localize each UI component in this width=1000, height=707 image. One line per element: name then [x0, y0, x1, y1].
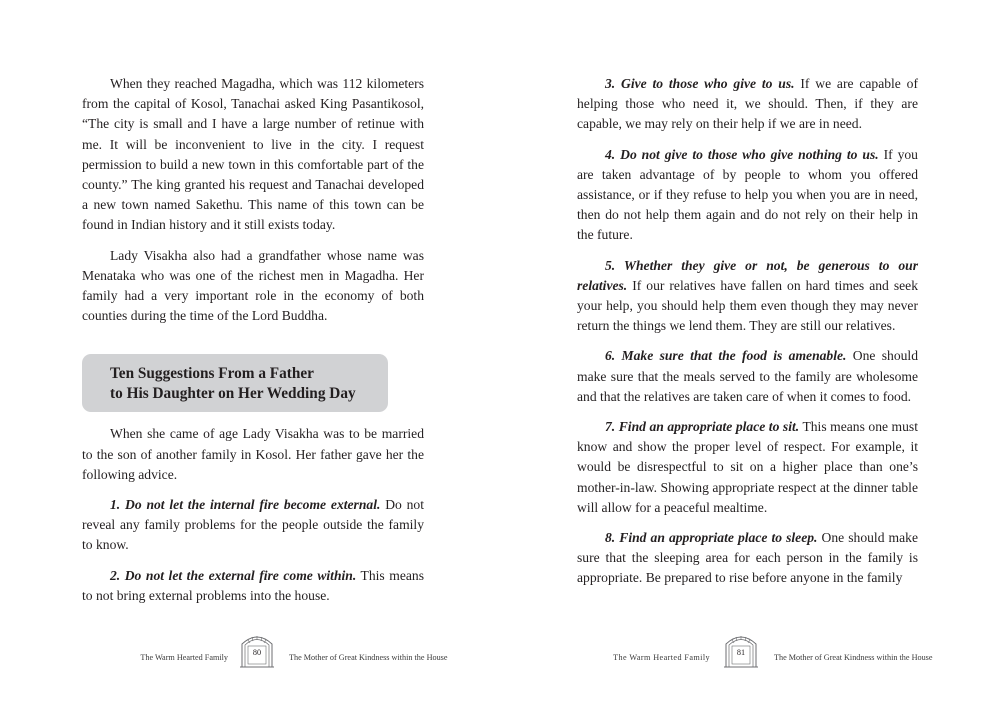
section-heading-line1: Ten Suggestions From a Father [110, 365, 314, 383]
suggestion-2-title: 2. Do not let the external fire come within. [110, 567, 357, 583]
suggestion-3-title: 3. Give to those who give to us. [605, 76, 795, 91]
section-heading-line2: to His Daughter on Her Wedding Day [110, 385, 356, 403]
suggestion-5 [577, 256, 918, 337]
suggestion-1-body: Do not reveal any family problems for the people outside the family to know. [82, 497, 424, 553]
right-footer [500, 630, 1000, 670]
footer-chapter-title: The Mother of Great Kindness within the House [289, 653, 448, 662]
suggestion-2-body: This means to not bring external problems into the house. [82, 567, 424, 603]
suggestion-6-body: One should make sure that the meals served to the family are wholesome and that the relatives are taken care of when it comes to food. [577, 348, 919, 404]
suggestion-1-title: 1. Do not let the internal fire become external. [110, 497, 381, 513]
suggestion-6 [577, 346, 918, 407]
suggestion-1 [82, 495, 424, 556]
paragraph-grandfather: Lady Visakha also had a grandfather whose name was Menataka who was one of the richest men in Magadha. Her family had a very important role in the economy of both counties during the time of the Lord Buddha. [82, 247, 424, 324]
paragraph-magadha: When they reached Magadha, which was 112 kilometers from the capital of Kosol, Tanachai asked King Pasantikosol, “The city is small and I have a large number of retinue with me. It will be inconvenient to live in the city. I request permission to build a new town in this comfortable part of the county.” The king granted his request and Tanachai developed a new town named Sakethu. This name of this town can be found in Indian history and it still exists today. [82, 76, 424, 233]
left-footer [0, 630, 500, 670]
page-number: 81 [736, 648, 746, 657]
suggestion-8 [577, 528, 918, 589]
section-heading [82, 354, 388, 412]
suggestion-5-title: 5. Whether they give or not, be generous to our relatives. [577, 257, 918, 293]
right-page-text [577, 74, 918, 599]
suggestion-2 [82, 566, 424, 606]
suggestion-8-body: One should make sure that the sleeping area for each person in the family is appropriate. Be prepared to rise before anyone in the family [577, 530, 918, 586]
suggestion-4 [577, 145, 918, 246]
footer-book-title: The Warm Hearted Family [140, 653, 228, 662]
left-page-text [82, 74, 424, 616]
suggestion-3-body: If we are capable of helping those who need it, we should. Then, if they are capable, we may rely on their help if we are in need. [577, 76, 918, 132]
suggestion-5-body: If our relatives have fallen on hard times and seek your help, you should help them even though they may never return the things we lend them. They are still our relatives. [577, 277, 918, 334]
suggestion-4-title: 4. Do not give to those who give nothing to us. [605, 146, 879, 162]
suggestion-7-title: 7. Find an appropriate place to sit. [605, 419, 800, 435]
suggestion-7 [577, 417, 918, 518]
suggestion-4-body: If you are taken advantage of by people to whom you offered assistance, or if they refuse to help you when you are in need, then do not help them again and do not rely on their help in the future. [577, 146, 918, 243]
right-page [500, 0, 1000, 707]
footer-chapter-title: The Mother of Great Kindness within the House [774, 653, 933, 662]
paragraph-intro: When she came of age Lady Visakha was to be married to the son of another family in Kosol. Her father gave her the following advice. [82, 426, 424, 482]
footer-book-title: The Warm Hearted Family [613, 653, 710, 662]
suggestion-3 [577, 74, 918, 135]
suggestion-8-title: 8. Find an appropriate place to sleep. [605, 530, 818, 546]
suggestion-6-title: 6. Make sure that the food is amenable. [605, 348, 847, 364]
page-number: 80 [252, 648, 262, 657]
suggestion-7-body: This means one must know and show the proper level of respect. For example, it would be disrespectful to sit on a higher place than one’s mother-in-law. Showing appropriate respect at the dinner table will allow for a peaceful mealtime. [577, 419, 918, 515]
